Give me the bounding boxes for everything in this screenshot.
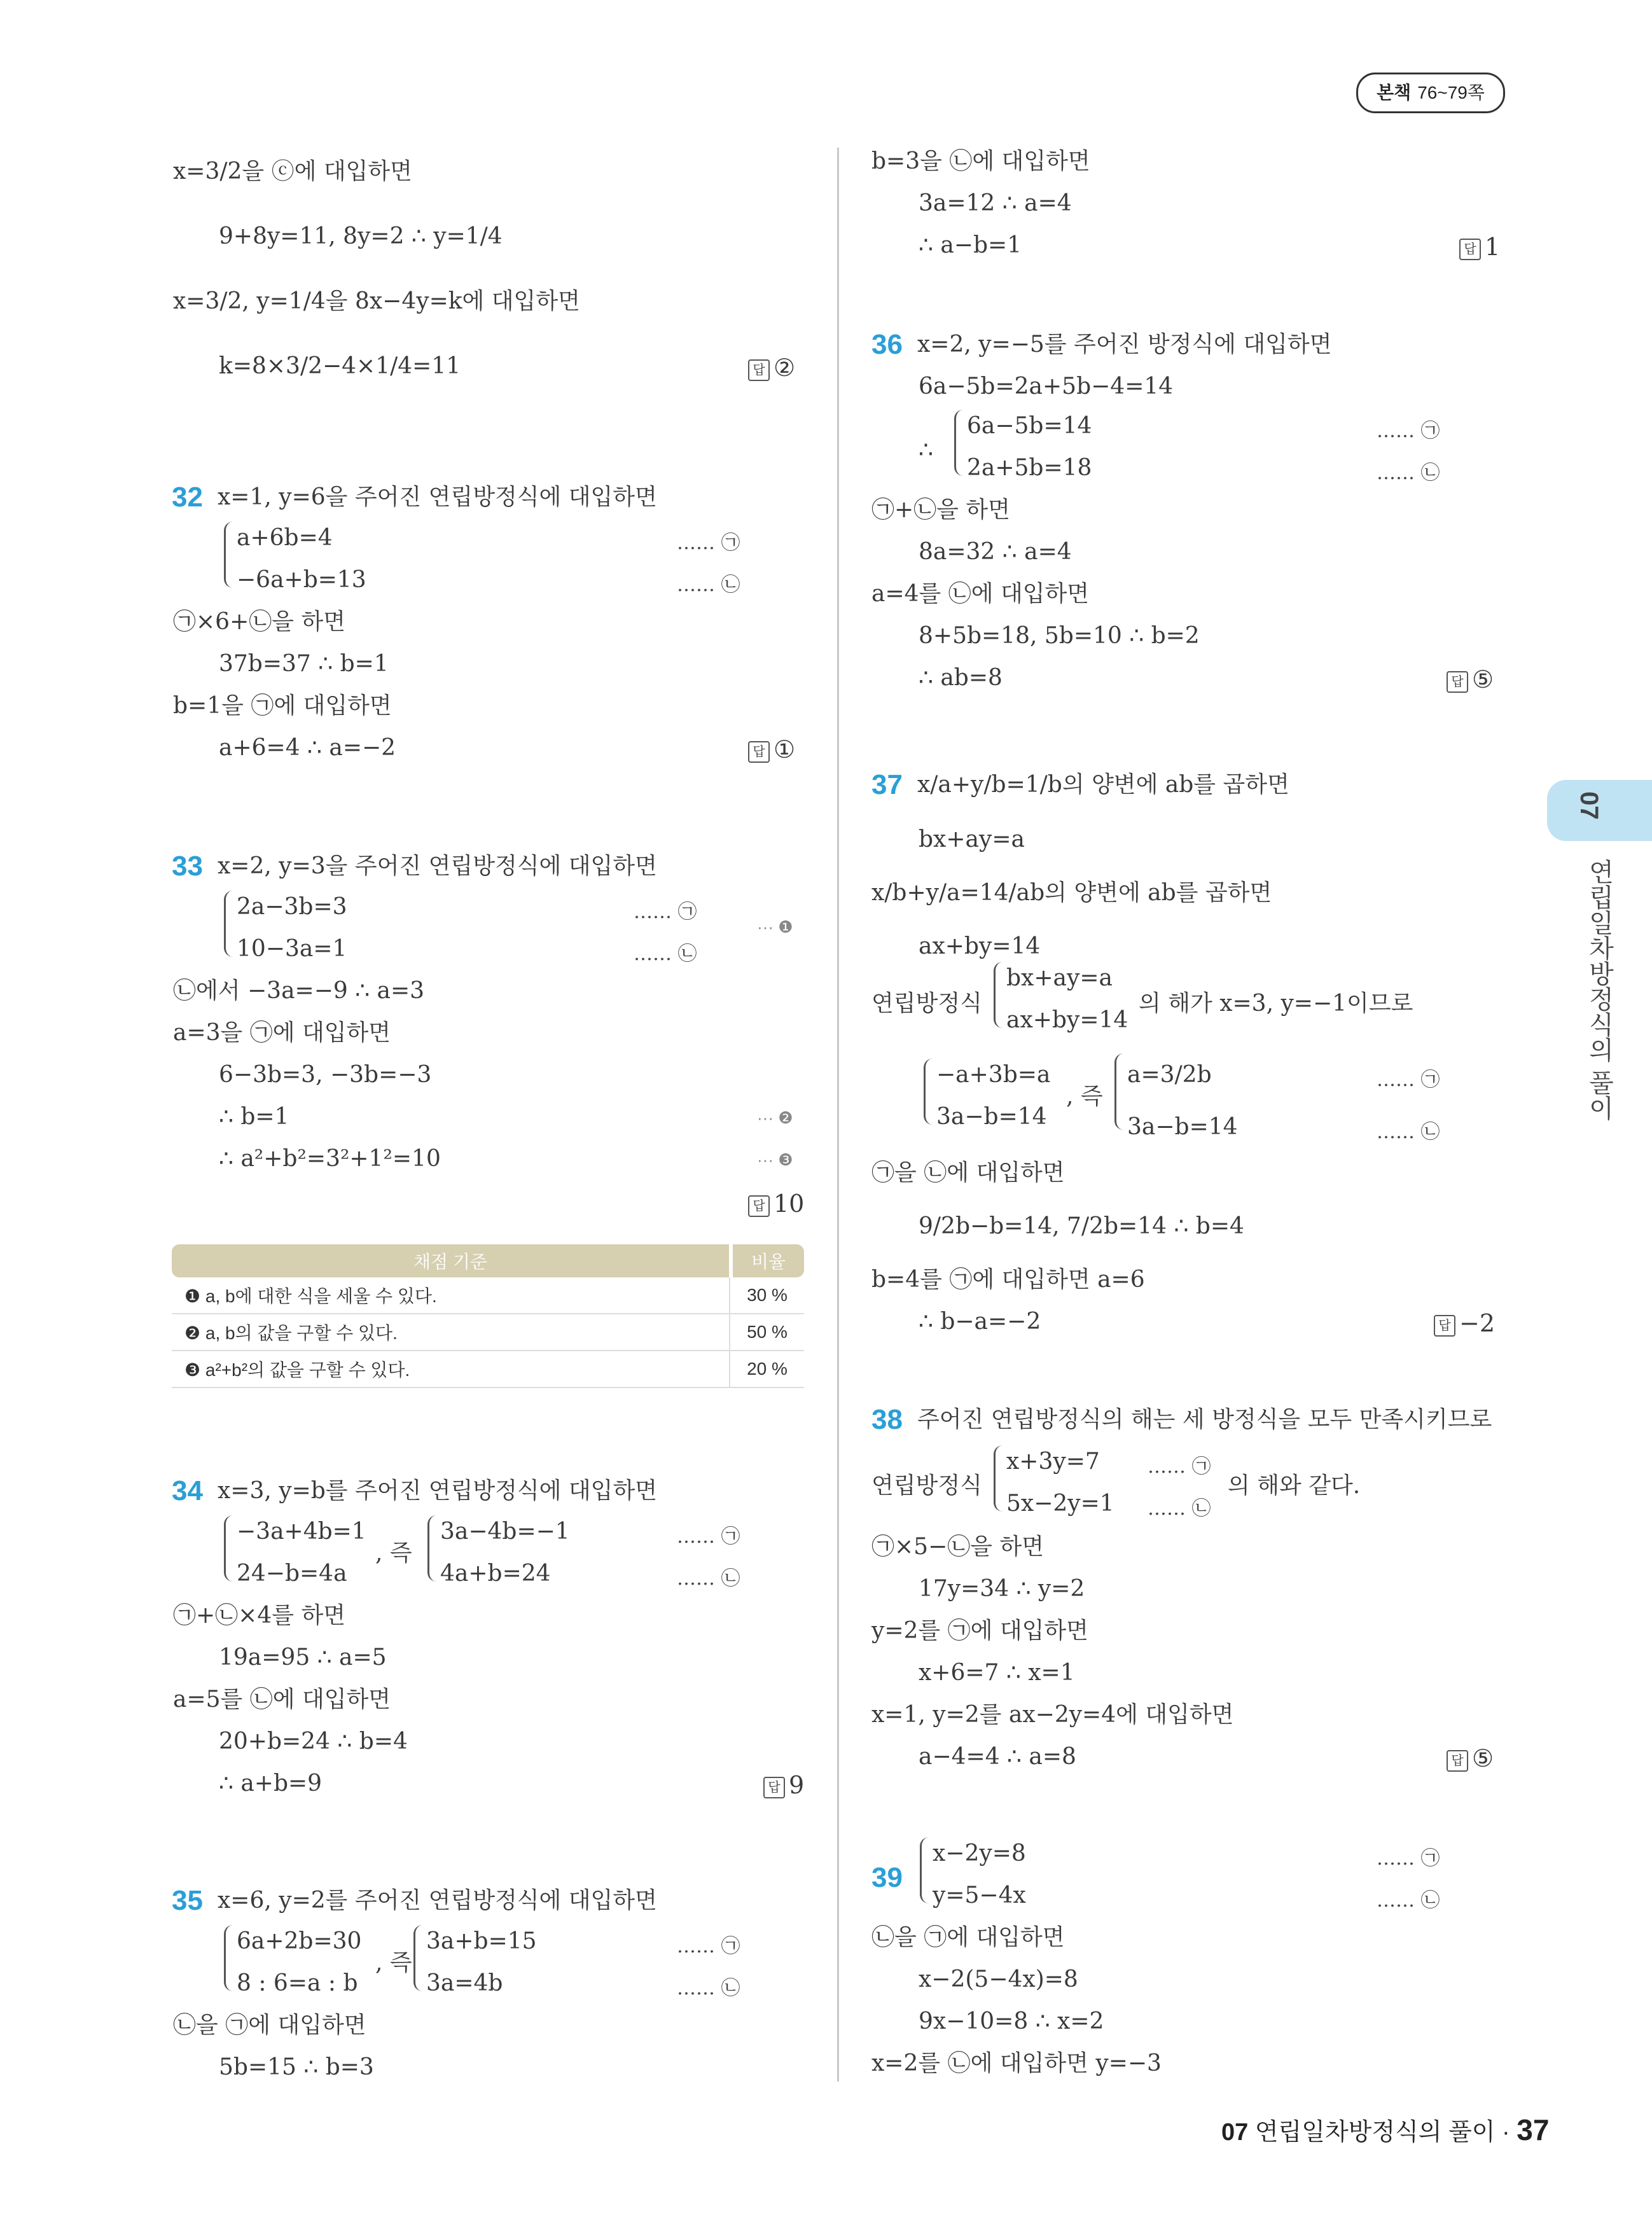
p33-eq2: 10−3a=1 (237, 936, 347, 962)
p37-line4: ax+by=14 (919, 933, 1041, 959)
p37-line9: ∴ b−a=−2 (919, 1309, 1041, 1335)
p36-number: 36 (871, 329, 903, 360)
rubric-ratio: 50 % (729, 1314, 804, 1351)
rubric-criteria: ❶ a, b에 대한 식을 세울 수 있다. (172, 1277, 729, 1314)
p37-brace1 (924, 1059, 933, 1125)
p38-sys1: x+3y=7 (1006, 1449, 1100, 1475)
p35c-line3: ∴ a−b=1 (919, 232, 1022, 258)
p32-eq1: a+6b=4 (237, 525, 333, 551)
p37-brace2 (1114, 1053, 1124, 1130)
p31-answer: 답 ② (748, 354, 795, 382)
p32-brace (224, 522, 233, 588)
p37-line5b: 의 해가 x=3, y=−1이므로 (1139, 990, 1413, 1017)
p32-line1: x=1, y=6을 주어진 연립방정식에 대입하면 (218, 484, 657, 510)
p33-line3: a=3을 ㉠에 대입하면 (173, 1020, 391, 1046)
p36-brace (954, 410, 964, 476)
p32-answer: 답 ① (748, 735, 795, 763)
p37-mark1: …… ㉠ (1377, 1069, 1440, 1091)
p33-line4: 6−3b=3, −3b=−3 (219, 1062, 432, 1088)
p37-answer: 답 −2 (1434, 1309, 1495, 1337)
p35-number: 35 (172, 1885, 203, 1916)
p34-eq2: 24−b=4a (237, 1560, 347, 1587)
p37-eq3: a=3/2b (1127, 1062, 1212, 1088)
p33-answer: 답 10 (748, 1190, 804, 1218)
p34-mark1: …… ㉠ (677, 1526, 740, 1548)
p33-line5: ∴ b=1 (219, 1104, 289, 1130)
p38-line8: a−4=4 ∴ a=8 (919, 1744, 1076, 1770)
p35-ie: , 즉 (375, 1950, 412, 1976)
p34-line5: 20+b=24 ∴ b=4 (219, 1728, 408, 1755)
chapter-side-title: 연립일차방정식의 풀이 (1585, 859, 1613, 1121)
p35-brace2 (413, 1925, 423, 1991)
p32-number: 32 (172, 482, 203, 513)
p38-mark1: …… ㉠ (1148, 1456, 1211, 1478)
table-row (172, 1277, 804, 1314)
page-range-badge: 본책 76~79쪽 (1356, 73, 1505, 113)
p33-step2: ··· ❷ (757, 1108, 793, 1127)
p38-line6: x+6=7 ∴ x=1 (919, 1660, 1075, 1686)
p35-line1: x=6, y=2를 주어진 연립방정식에 대입하면 (218, 1887, 657, 1914)
p37-sys1: bx+ay=a (1006, 965, 1113, 991)
p35-mark1: …… ㉠ (677, 1935, 740, 1957)
p33-line1: x=2, y=3을 주어진 연립방정식에 대입하면 (218, 853, 657, 879)
p39-line2: x−2(5−4x)=8 (919, 1966, 1078, 1992)
p31-line1: x=3/2을 ⓒ에 대입하면 (173, 158, 412, 184)
p34-answer: 답 9 (763, 1771, 804, 1799)
p35c-line2: 3a=12 ∴ a=4 (919, 190, 1072, 216)
p38-line4: 17y=34 ∴ y=2 (919, 1576, 1085, 1602)
p34-ie: , 즉 (375, 1540, 412, 1566)
p39-eq2: y=5−4x (933, 1882, 1026, 1908)
p37-line7: 9/2b−b=14, 7/2b=14 ∴ b=4 (919, 1213, 1244, 1239)
p32-mark2: …… ㉡ (677, 574, 740, 596)
p36-line1: x=2, y=−5를 주어진 방정식에 대입하면 (917, 331, 1332, 358)
p32-line2: ㉠×6+㉡을 하면 (173, 609, 346, 635)
p38-sys2: 5x−2y=1 (1006, 1491, 1114, 1517)
p39-number: 39 (871, 1862, 903, 1893)
p34-brace2 (427, 1515, 437, 1581)
chapter-side-tab: 07 (1547, 780, 1652, 841)
p36-line3: ㉠+㉡을 하면 (871, 497, 1010, 523)
p31-line2: 9+8y=11, 8y=2 ∴ y=1/4 (219, 223, 503, 249)
p34-number: 34 (172, 1475, 203, 1506)
p33-line2: ㉡에서 −3a=−9 ∴ a=3 (173, 978, 425, 1004)
p39-brace (920, 1837, 929, 1903)
p36-therefore: ∴ (919, 437, 933, 463)
p37-eq4: 3a−b=14 (1127, 1114, 1238, 1140)
table-row (172, 1351, 804, 1388)
p37-mark2: …… ㉡ (1377, 1121, 1440, 1143)
p38-line1: 주어진 연립방정식의 해는 세 방정식을 모두 만족시키므로 (917, 1407, 1492, 1433)
p31-line4: k=8×3/2−4×1/4=11 (219, 353, 461, 379)
p36-line2: 6a−5b=2a+5b−4=14 (919, 373, 1174, 400)
p35-answer: 답 1 (1459, 233, 1500, 261)
p37-line1: x/a+y/b=1/b의 양변에 ab를 곱하면 (917, 772, 1289, 798)
p38-number: 38 (871, 1404, 903, 1435)
p37-sys2: ax+by=14 (1006, 1007, 1128, 1033)
p35c-line1: b=3을 ㉡에 대입하면 (871, 148, 1090, 174)
p37-line6: ㉠을 ㉡에 대입하면 (871, 1160, 1065, 1186)
p34-line6: ∴ a+b=9 (219, 1770, 323, 1797)
p38-brace (994, 1445, 1003, 1512)
p36-mark2: …… ㉡ (1377, 462, 1440, 484)
p35-brace1 (224, 1925, 233, 1991)
p34-eq3: 3a−4b=−1 (440, 1519, 570, 1545)
p38-line5: y=2를 ㉠에 대입하면 (871, 1618, 1088, 1644)
p39-line4: x=2를 ㉡에 대입하면 y=−3 (871, 2050, 1162, 2076)
rubric-criteria: ❸ a²+b²의 값을 구할 수 있다. (172, 1351, 729, 1388)
p38-answer: 답 ⑤ (1447, 1744, 1494, 1772)
p34-line2: ㉠+㉡×4를 하면 (173, 1602, 346, 1629)
p35-eq4: 3a=4b (426, 1970, 503, 1996)
p35-eq2: 8 : 6=a : b (237, 1970, 358, 1996)
rubric-header-criteria: 채점 기준 (172, 1244, 729, 1277)
page-footer: 07 연립일차방정식의 풀이 · 37 (1221, 2113, 1550, 2146)
p36-eq1: 6a−5b=14 (967, 413, 1092, 439)
p36-line5: a=4를 ㉡에 대입하면 (871, 581, 1090, 607)
p33-step1: ··· ❶ (757, 917, 793, 936)
p35-line2: ㉡을 ㉠에 대입하면 (173, 2012, 366, 2038)
p37-line3: x/b+y/a=14/ab의 양변에 ab를 곱하면 (871, 880, 1272, 906)
p36-eq2: 2a+5b=18 (967, 455, 1092, 481)
p36-line7: ∴ ab=8 (919, 665, 1003, 691)
p32-eq2: −6a+b=13 (237, 567, 366, 593)
p37-line5a: 연립방정식 (871, 990, 982, 1017)
p38-line7: x=1, y=2를 ax−2y=4에 대입하면 (871, 1702, 1234, 1728)
p31-line3: x=3/2, y=1/4을 8x−4y=k에 대입하면 (173, 288, 580, 314)
p37-line2: bx+ay=a (919, 826, 1025, 852)
p36-line6: 8+5b=18, 5b=10 ∴ b=2 (919, 623, 1200, 649)
p32-line5: a+6=4 ∴ a=−2 (219, 735, 396, 761)
p38-mark2: …… ㉡ (1148, 1498, 1211, 1520)
p34-line1: x=3, y=b를 주어진 연립방정식에 대입하면 (218, 1478, 657, 1504)
p34-mark2: …… ㉡ (677, 1567, 740, 1590)
p39-mark1: …… ㉠ (1377, 1847, 1440, 1870)
p33-eq1: 2a−3b=3 (237, 894, 347, 920)
p36-mark1: …… ㉠ (1377, 420, 1440, 442)
p32-line4: b=1을 ㉠에 대입하면 (173, 693, 392, 719)
p36-answer: 답 ⑤ (1447, 665, 1494, 693)
p35-eq3: 3a+b=15 (426, 1928, 537, 1954)
p33-mark2: …… ㉡ (634, 943, 697, 965)
p37-eq2: 3a−b=14 (936, 1104, 1047, 1130)
p35-eq1: 6a+2b=30 (237, 1928, 362, 1954)
rubric-criteria: ❷ a, b의 값을 구할 수 있다. (172, 1314, 729, 1351)
p33-brace (224, 891, 233, 957)
table-row (172, 1314, 804, 1351)
p39-eq1: x−2y=8 (933, 1840, 1026, 1866)
p39-line3: 9x−10=8 ∴ x=2 (919, 2008, 1104, 2034)
p33-line6: ∴ a²+b²=3²+1²=10 (219, 1146, 441, 1172)
p37-brace0 (994, 962, 1003, 1028)
p37-ie: , 즉 (1066, 1083, 1103, 1109)
rubric-header-ratio: 비율 (729, 1244, 804, 1277)
p32-line3: 37b=37 ∴ b=1 (219, 651, 389, 677)
p37-number: 37 (871, 769, 903, 800)
p35-line3: 5b=15 ∴ b=3 (219, 2054, 374, 2080)
p34-line4: a=5를 ㉡에 대입하면 (173, 1686, 391, 1713)
rubric-ratio: 20 % (729, 1351, 804, 1388)
p37-line8: b=4를 ㉠에 대입하면 a=6 (871, 1267, 1145, 1293)
p33-number: 33 (172, 851, 203, 882)
p34-line3: 19a=95 ∴ a=5 (219, 1644, 387, 1671)
grading-rubric-table (172, 1244, 804, 1388)
column-divider (837, 148, 839, 2082)
p35-mark2: …… ㉡ (677, 1977, 740, 1999)
p36-line4: 8a=32 ∴ a=4 (919, 539, 1072, 565)
p32-mark1: …… ㉠ (677, 532, 740, 554)
p37-eq1: −a+3b=a (936, 1062, 1051, 1088)
p38-line2b: 의 해와 같다. (1228, 1473, 1361, 1499)
p34-brace1 (224, 1515, 233, 1581)
p39-mark2: …… ㉡ (1377, 1889, 1440, 1912)
p39-line1: ㉡을 ㉠에 대입하면 (871, 1924, 1065, 1950)
p33-step3: ··· ❸ (757, 1150, 793, 1169)
p33-mark1: …… ㉠ (634, 901, 697, 923)
rubric-ratio: 30 % (729, 1277, 804, 1314)
p34-eq1: −3a+4b=1 (237, 1519, 366, 1545)
p38-line3: ㉠×5−㉡을 하면 (871, 1534, 1045, 1560)
p38-line2a: 연립방정식 (871, 1473, 982, 1499)
p34-eq4: 4a+b=24 (440, 1560, 551, 1587)
